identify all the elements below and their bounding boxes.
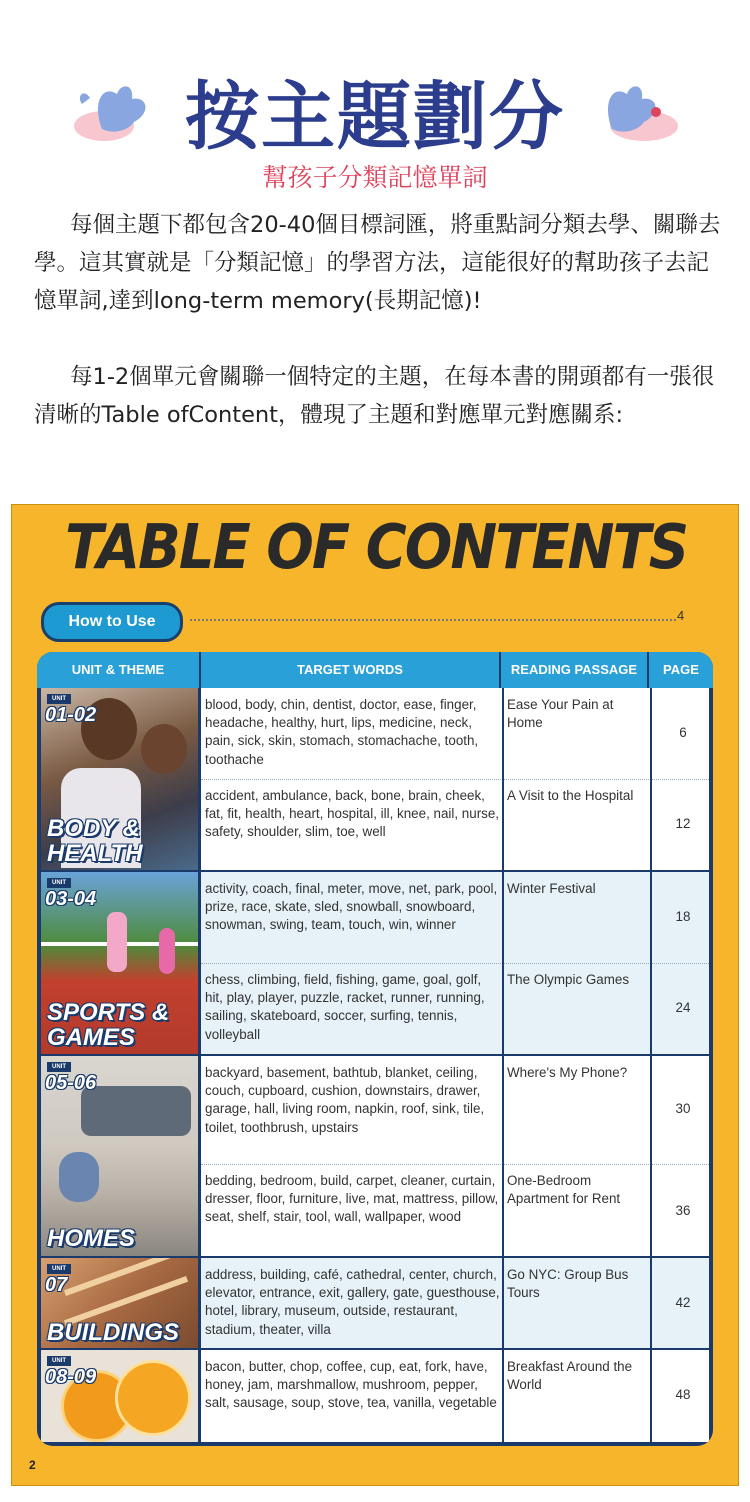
toc-description-paragraph: 每1-2個單元會關聯一個特定的主題，在每本書的開頭都有一張很清晰的Table ofContent，體現了主題和對應單元對應關系: xyxy=(34,364,715,428)
col-target-words: TARGET WORDS xyxy=(297,662,403,677)
col-unit-theme: UNIT & THEME xyxy=(71,662,165,677)
reading-passage: One-Bedroom Apartment for Rent xyxy=(507,1173,621,1207)
reading-passage: A Visit to the Hospital xyxy=(507,788,634,803)
target-words: backyard, basement, bathtub, blanket, ceiling, couch, cupboard, cushion, downstairs, drawer, garage, hall, living room, napkin, roof, sink, tile, toilet, toothbrush, upstairs xyxy=(205,1065,485,1135)
col-reading-passage: READING PASSAGE xyxy=(510,662,638,677)
table-row xyxy=(201,963,709,1054)
intro-paragraph: 每個主題下都包含20-40個目標詞匯，將重點詞分類去學、關聯去學。這其實就是「分類記憶」的學習方法，這能很好的幫助孩子去記憶單詞,達到long-term memory(長期記憶)! xyxy=(34,212,721,314)
book-page-number: 2 xyxy=(29,1458,36,1472)
unit-number: 08-09 xyxy=(45,1366,97,1388)
unit-number: 01-02 xyxy=(45,704,97,726)
theme-name-line1: BODY & xyxy=(47,815,140,842)
page-subtitle: 幫孩子分類記憶單詞 xyxy=(262,163,488,192)
unit-badge: UNIT xyxy=(47,878,71,888)
how-to-use-page: 4 xyxy=(677,608,685,623)
theme-sports-games xyxy=(41,872,198,1054)
target-words: bedding, bedroom, build, carpet, cleaner, curtain, dresser, floor, furniture, live, mat, mattress, pillow, seat, shelf, stair, tool, wall, wallpaper, wood xyxy=(205,1173,499,1225)
target-words: accident, ambulance, back, bone, brain, cheek, fat, fit, health, heart, hospital, ill, knee, nail, nurse, safety, shoulder, slim, toe, well xyxy=(205,788,500,840)
unit-number: 03-04 xyxy=(45,888,97,910)
theme-body-health xyxy=(41,688,198,870)
target-words: address, building, café, cathedral, center, church, elevator, entrance, exit, gallery, gate, guesthouse, hotel, library, museum, outside, restaurant, stadium, theater, villa xyxy=(205,1267,500,1337)
unit-badge: UNIT xyxy=(47,1356,71,1366)
target-words: blood, body, chin, dentist, doctor, ease, finger, headache, healthy, hurt, lips, medicine, neck, pain, sick, skin, stomach, stomachache, tooth, toothache xyxy=(205,697,479,767)
table-row xyxy=(201,1350,709,1442)
how-to-use-pill: How to Use xyxy=(41,602,183,642)
table-header xyxy=(37,652,713,688)
target-words: bacon, butter, chop, coffee, cup, eat, fork, have, honey, jam, marshmallow, mushroom, pepper, salt, sausage, soup, stove, tea, vanilla, vegetable xyxy=(205,1359,497,1411)
page-number: 18 xyxy=(675,909,691,924)
theme-name-line1: SPORTS & xyxy=(47,999,170,1026)
table-row xyxy=(201,1164,709,1256)
theme-name-line2: HEALTH xyxy=(47,840,143,867)
table-row xyxy=(201,779,709,870)
contents-table xyxy=(37,652,713,1446)
col-page: PAGE xyxy=(663,662,699,677)
theme-name-line1: BUILDINGS xyxy=(47,1319,179,1346)
unit-number: 07 xyxy=(45,1274,68,1296)
reading-passage: Breakfast Around the World xyxy=(507,1359,633,1393)
page-number: 42 xyxy=(675,1295,691,1310)
reading-passage: The Olympic Games xyxy=(507,972,630,987)
page-title: 按主題劃分 xyxy=(185,74,565,160)
page-number: 30 xyxy=(675,1101,691,1116)
table-row xyxy=(201,872,709,963)
unit-badge: UNIT xyxy=(47,1062,71,1072)
unit-number: 05-06 xyxy=(45,1072,97,1094)
theme-food xyxy=(41,1350,198,1442)
target-words: chess, climbing, field, fishing, game, goal, golf, hit, play, player, puzzle, racket, runner, running, sailing, skateboard, soccer, surfing, tennis, volleyball xyxy=(205,972,485,1042)
reading-passage: Winter Festival xyxy=(507,881,596,896)
page-number: 6 xyxy=(679,725,687,740)
reading-passage: Where's My Phone? xyxy=(507,1065,628,1080)
page-number: 24 xyxy=(675,1000,691,1015)
toc-title: TABLE OF CONTENTS xyxy=(64,511,688,584)
table-row xyxy=(201,1258,709,1348)
table-row xyxy=(201,1056,709,1164)
theme-buildings xyxy=(41,1258,198,1348)
book-page-image xyxy=(11,504,739,1486)
theme-name-line2: GAMES xyxy=(47,1024,136,1051)
page-number: 48 xyxy=(675,1387,691,1402)
reading-passage: Ease Your Pain at Home xyxy=(507,697,614,731)
unit-badge: UNIT xyxy=(47,694,71,704)
table-row xyxy=(201,688,709,779)
page-number: 12 xyxy=(675,816,691,831)
page-number: 36 xyxy=(675,1203,691,1218)
theme-homes xyxy=(41,1056,198,1256)
theme-name-line1: HOMES xyxy=(47,1225,136,1252)
how-to-use-leader xyxy=(190,619,676,621)
unit-badge: UNIT xyxy=(47,1264,71,1274)
reading-passage: Go NYC: Group Bus Tours xyxy=(507,1267,629,1301)
target-words: activity, coach, final, meter, move, net, park, pool, prize, race, skate, sled, snowball, snowboard, snowman, swing, team, touch, win, winner xyxy=(205,881,498,933)
